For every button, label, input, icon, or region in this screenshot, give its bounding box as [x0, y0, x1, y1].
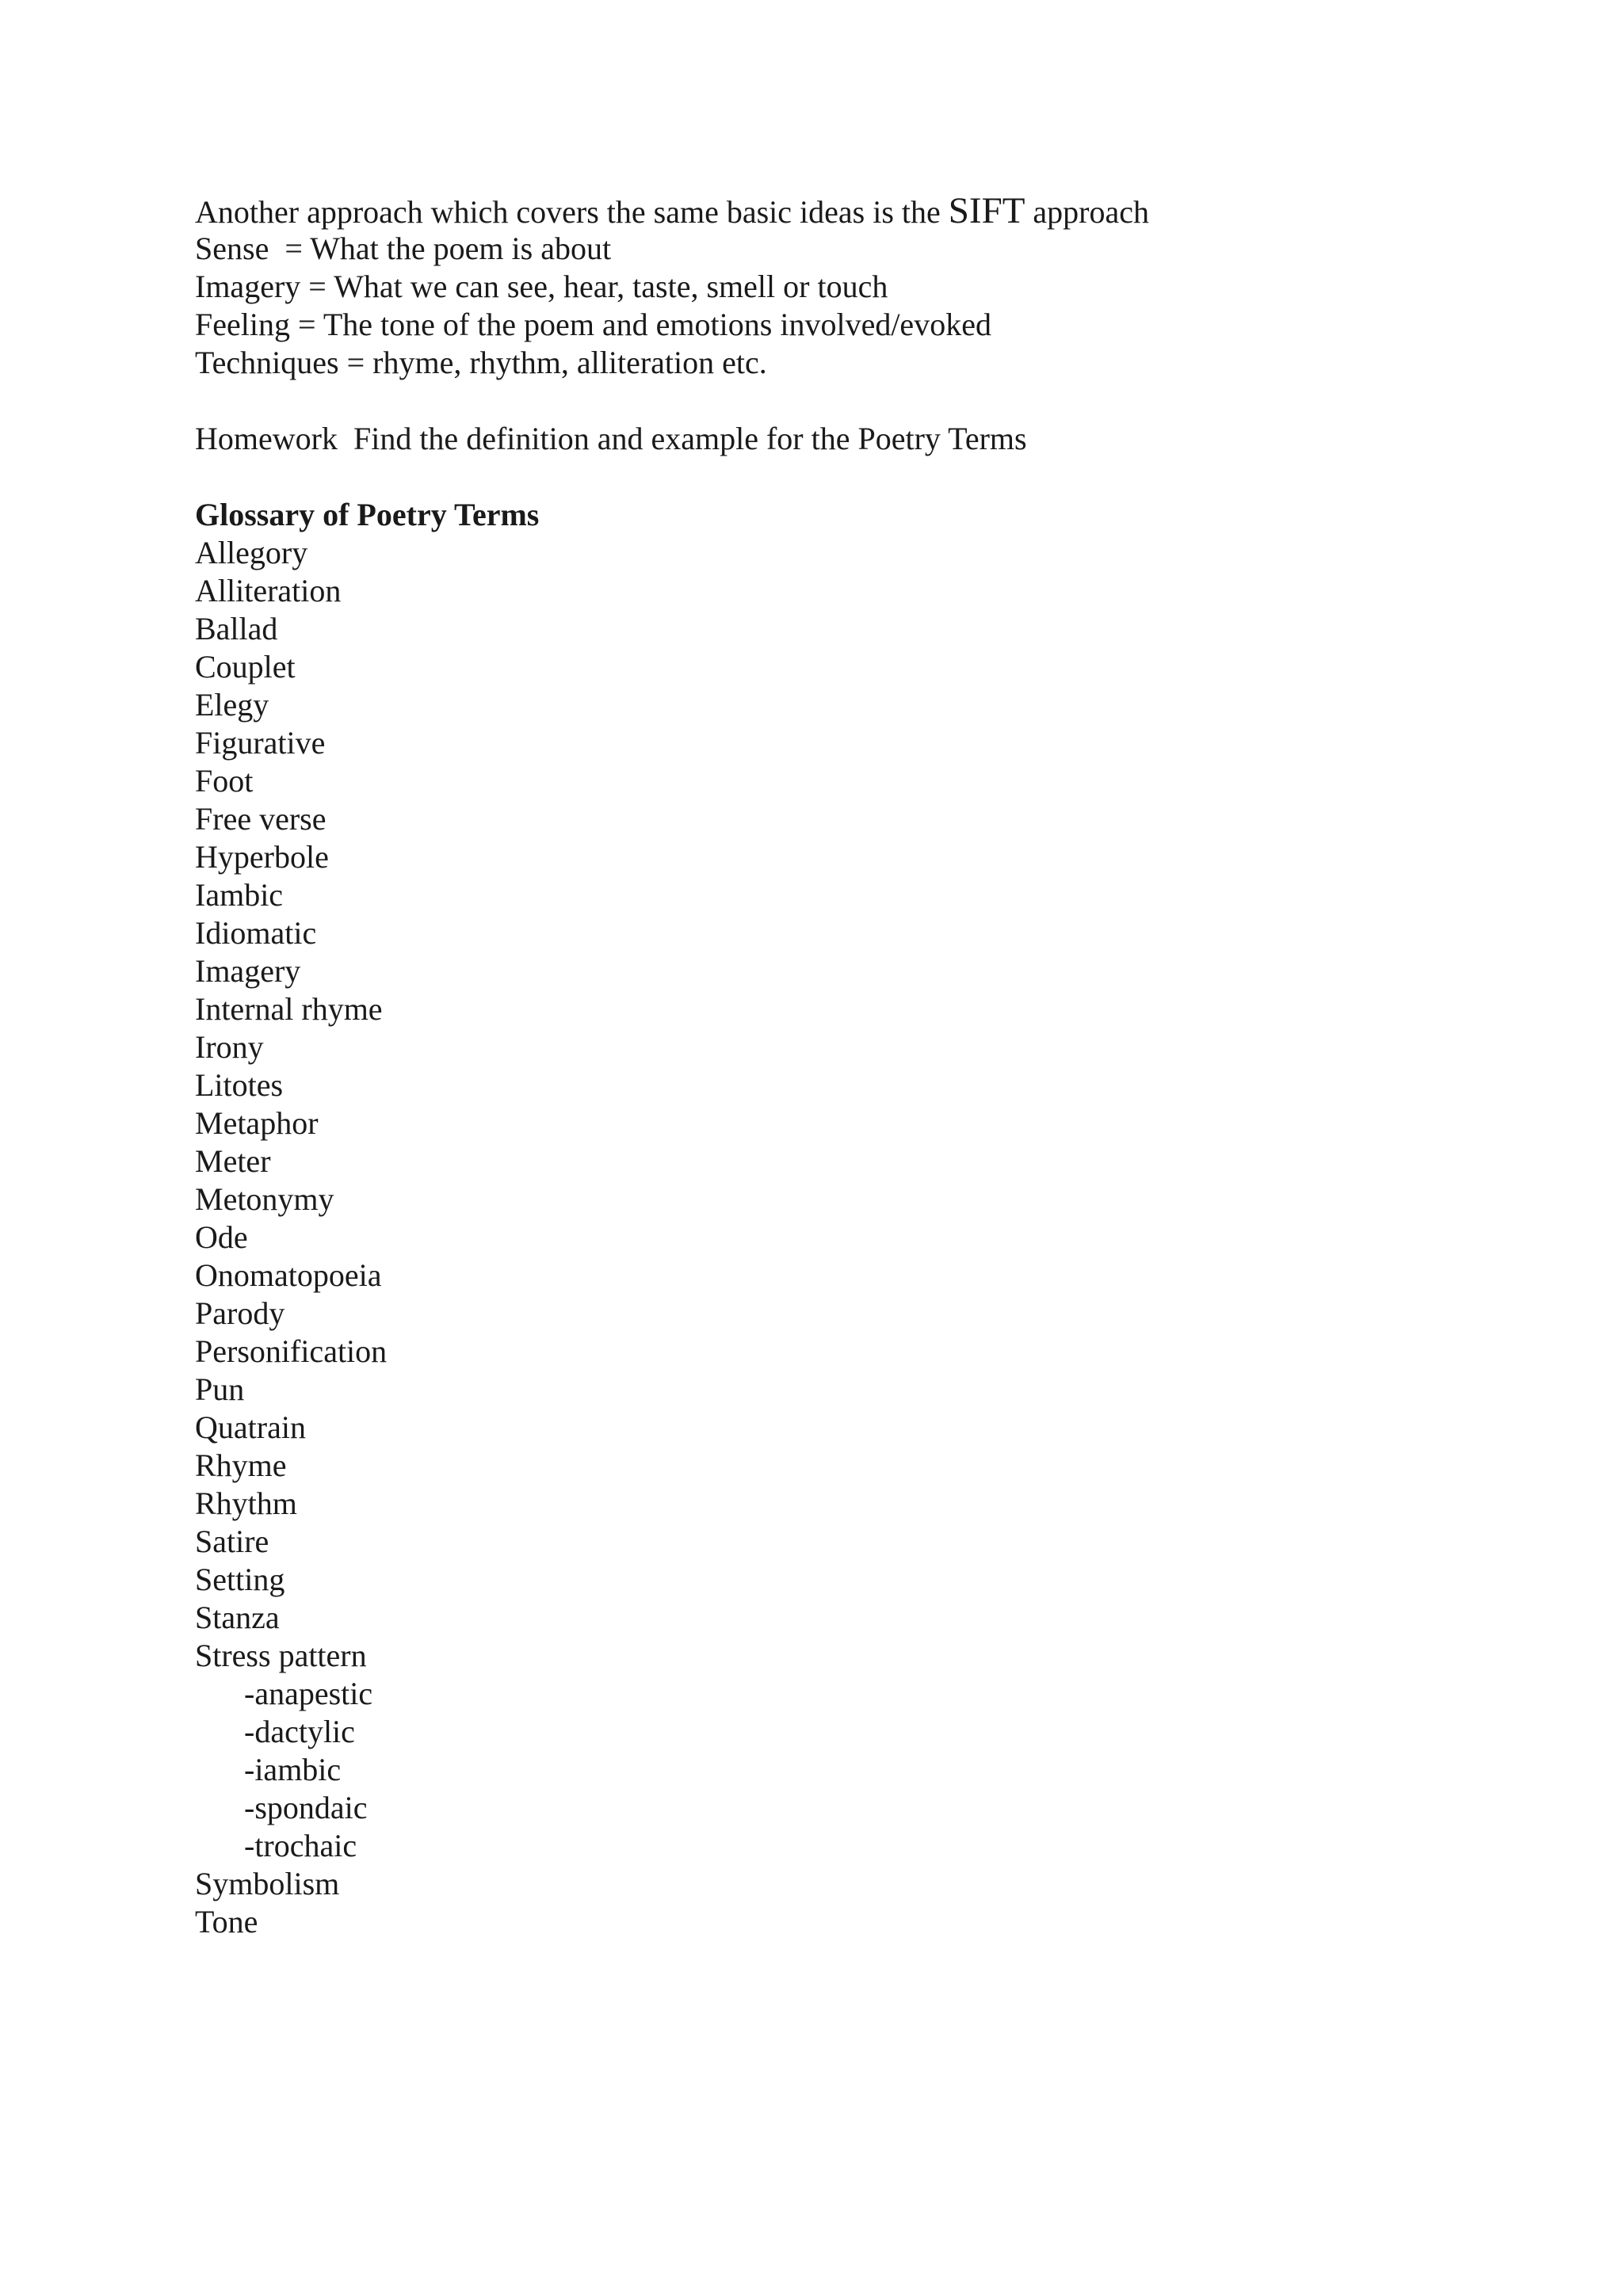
sift-line-sense: Sense = What the poem is about: [195, 231, 612, 266]
glossary-term: Symbolism: [195, 1866, 340, 1901]
glossary-term: Alliteration: [195, 573, 342, 608]
sift-line-feeling: Feeling = The tone of the poem and emotions involved/evoked: [195, 307, 991, 342]
stress-pattern-subterm-list: [195, 1675, 1542, 1865]
stress-pattern-subterm: -trochaic: [244, 1828, 357, 1863]
sift-acronym: SIFT: [948, 190, 1025, 231]
intro-suffix: approach: [1025, 194, 1150, 230]
glossary-term-list: [195, 534, 1542, 1675]
glossary-term: Hyperbole: [195, 839, 329, 875]
glossary-term: Meter: [195, 1143, 271, 1179]
glossary-term: Personification: [195, 1333, 388, 1369]
glossary-term: Couplet: [195, 649, 296, 685]
glossary-term-list-continued: [195, 1865, 1542, 1941]
glossary-term: Free verse: [195, 801, 327, 837]
stress-pattern-subterm: -iambic: [244, 1752, 342, 1787]
sift-line-imagery: Imagery = What we can see, hear, taste, smell or touch: [195, 269, 888, 304]
sift-line-techniques: Techniques = rhyme, rhythm, alliteration etc.: [195, 345, 767, 380]
glossary-term: Ode: [195, 1219, 248, 1255]
glossary-term: Allegory: [195, 535, 308, 570]
glossary-term: Idiomatic: [195, 915, 317, 951]
glossary-term: Tone: [195, 1904, 258, 1939]
glossary-term: Metonymy: [195, 1181, 334, 1217]
glossary-term: Onomatopoeia: [195, 1257, 382, 1293]
glossary-term: Setting: [195, 1562, 285, 1597]
glossary-term: Satire: [195, 1524, 269, 1559]
glossary-term: Rhyme: [195, 1447, 287, 1483]
glossary-term: Metaphor: [195, 1105, 319, 1141]
glossary-term: Quatrain: [195, 1409, 306, 1445]
intro-prefix: Another approach which covers the same basic ideas is the: [195, 194, 949, 230]
document-page: [195, 192, 1542, 1941]
glossary-term: Stanza: [195, 1600, 280, 1635]
glossary-term: Irony: [195, 1029, 264, 1065]
spacer: [195, 458, 1542, 496]
glossary-heading: Glossary of Poetry Terms: [195, 497, 540, 532]
glossary-term: Pun: [195, 1371, 245, 1407]
glossary-term: Parody: [195, 1295, 285, 1331]
stress-pattern-subterm: -anapestic: [244, 1676, 373, 1711]
glossary-term: Litotes: [195, 1067, 284, 1103]
stress-pattern-subterm: -spondaic: [244, 1790, 368, 1825]
glossary-term: Imagery: [195, 953, 301, 989]
homework-line: Homework Find the definition and example for the Poetry Terms: [195, 421, 1027, 456]
glossary-term: Ballad: [195, 611, 278, 646]
glossary-term: Iambic: [195, 877, 284, 913]
spacer: [195, 382, 1542, 420]
glossary-term: Stress pattern: [195, 1638, 367, 1673]
glossary-term: Internal rhyme: [195, 991, 383, 1027]
glossary-term: Rhythm: [195, 1486, 297, 1521]
intro-line: [195, 192, 1542, 230]
stress-pattern-subterm: -dactylic: [244, 1714, 355, 1749]
glossary-term: Elegy: [195, 687, 269, 723]
glossary-term: Foot: [195, 763, 254, 799]
glossary-term: Figurative: [195, 725, 326, 761]
